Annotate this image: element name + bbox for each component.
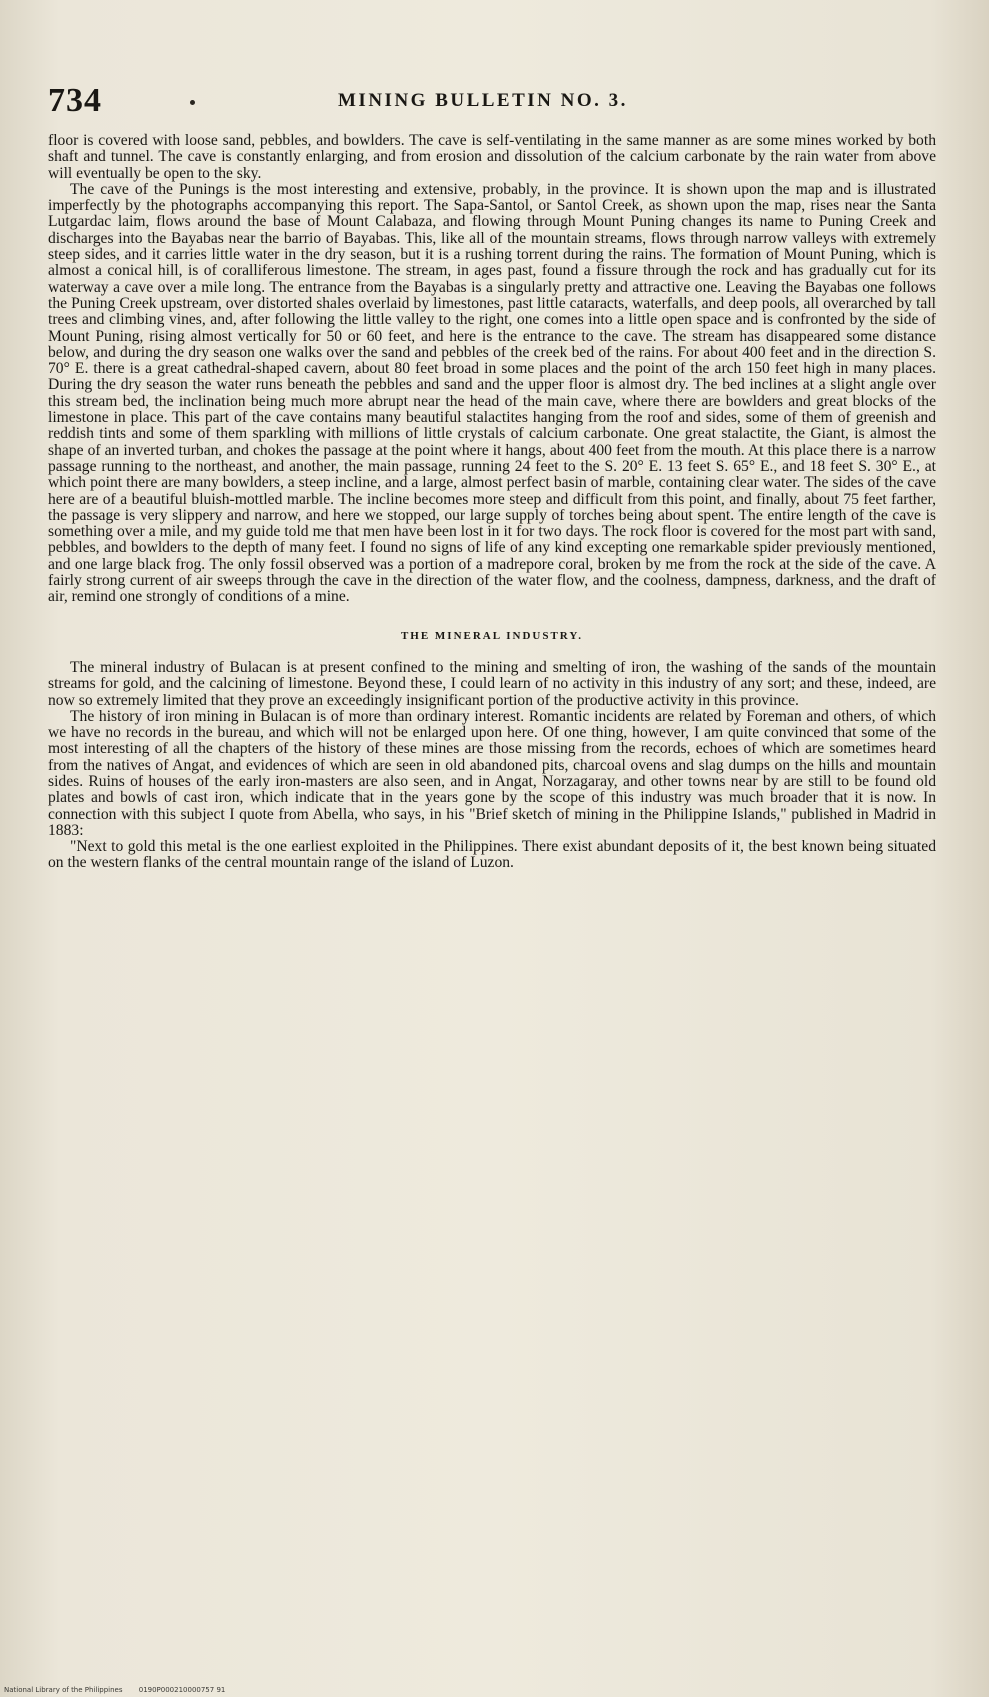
section-title: THE MINERAL INDUSTRY. xyxy=(400,629,584,642)
footer-library: National Library of the Philippines xyxy=(4,1686,123,1694)
running-head: MINING BULLETIN NO. 3. xyxy=(338,90,628,111)
paragraph-quote: "Next to gold this metal is the one earliest exploited in the Philippines. There exist abundant deposits of it, the best known being situated on the western flanks of the central mountain range of the island of Luzon. xyxy=(48,838,936,872)
scan-footer xyxy=(4,1686,304,1696)
page-body xyxy=(48,133,936,872)
paragraph-iron-history: The history of iron mining in Bulacan is of more than ordinary interest. Romantic incidents are related by Foreman and others, of which we have no records in the bureau, and which will not be enlarged upon here. Of one thing, however, I am quite convinced that some of the most interesting of all the chapters of the history of these mines are those missing from the records, echoes of which are sometimes heard from the natives of Angat, and evidences of which are seen in old abandoned pits, charcoal ovens and slag dumps on the hills and mountain sides. Ruins of houses of the early iron-masters are also seen, and in Angat, Norzagaray, and other towns near by are still to be found old plates and bowls of cast iron, which indicate that in the years gone by the scope of this industry was much broader that it is now. In connection with this subject I quote from Abella, who says, in his "Brief sketch of mining in the Philippine Islands," published in Madrid in 1883: xyxy=(48,707,936,839)
paragraph-puning-cave: The cave of the Punings is the most interesting and extensive, probably, in the province. It is shown upon the map and is illustrated imperfectly by the photographs accompanying this report. The Sapa-Santol, or Santol Creek, as shown upon the map, rises near the Santa Lutgardac laim, flows around the base of Mount Calabaza, and flowing through Mount Puning changes its name to Puning Creek and discharges into the Bayabas near the barrio of Bayabas. This, like all of the mountain streams, flows through narrow valleys with extremely steep sides, and it carries little water in the dry season, but it is a rushing torrent during the rains. The formation of Mount Puning, which is almost a conical hill, is of coralliferous limestone. The stream, in ages past, found a fissure through the rock and has gradually cut for its waterway a cave over a mile long. The entrance from the Bayabas is a singularly pretty and attractive one. Leaving the Bayabas one follows the Puning Creek upstream, over distorted shales overlaid by limestones, past little cataracts, waterfalls, and deep pools, all overarched by tall trees and climbing vines, and, after following the little valley to the right, one comes into a little open space and is confronted by the side of Mount Puning, rising almost vertically for 50 or 60 feet, and here is the entrance to the cave. The stream has disappeared some distance below, and during the dry season one walks over the sand and pebbles of the creek bed of the rains. For about 400 feet and in the direction S. 70° E. there is a great cathedral-shaped cavern, about 80 feet broad in some places and the point of the arch 150 feet high in many places. During the dry season the water runs beneath the pebbles and sand and the upper floor is almost dry. The bed inclines at a slight angle over this stream bed, the inclination being much more abrupt near the head of the main cave, where there are bowlders and great blocks of the limestone in place. This part of the cave contains many beautiful stalactites hanging from the roof and sides, some of them of greenish and reddish tints and some of them sparkling with millions of little crystals of calcium carbonate. One great stalactite, the Giant, is almost the shape of an inverted turban, and chokes the passage at the point where it hangs, about 400 feet from the mouth. At this place there is a narrow passage running to the northeast, and another, the main passage, running 24 feet to the S. 20° E. 13 feet S. 65° E., and 18 feet S. 30° E., at which point there are many bowlders, a steep incline, and a large, almost perfect basin of marble, containing clear water. The sides of the cave here are of a beautiful bluish-mottled marble. The incline becomes more steep and difficult from this point, and finally, about 75 feet farther, the passage is very slippery and narrow, and here we stopped, our large supply of torches being about spent. The entire length of the cave is something over a mile, and my guide told me that men have been lost in it for two days. The rock floor is covered for the most part with sand, pebbles, and bowlders to the depth of many feet. I found no signs of life of any kind excepting one remarkable spider previously mentioned, and one large black frog. The only fossil observed was a portion of a madrepore coral, broken by me from the rock at the side of the cave. A fairly strong current of air sweeps through the cave in the direction of the water flow, and the coolness, dampness, darkness, and the draft of air, remind one strongly of conditions of a mine. xyxy=(48,180,936,606)
footer-code: 0190P000210000757 91 xyxy=(138,1686,226,1694)
paragraph-mineral-industry: The mineral industry of Bulacan is at present confined to the mining and smelting of iron, the washing of the sands of the mountain streams for gold, and the calcining of limestone. Beyond these, I could learn of no activity in this industry of any sort; and these, indeed, are now so extremely limited that they prove an exceedingly insignificant portion of the productive activity in this province. xyxy=(48,658,936,709)
page-header xyxy=(48,82,938,122)
ornament-dot-icon xyxy=(190,100,195,105)
paragraph-continued: floor is covered with loose sand, pebbles, and bowlders. The cave is self-ventilating in the same manner as are some mines worked by both shaft and tunnel. The cave is constantly enlarging, and from erosion and dissolution of the calcium carbonate by the rain water from above will eventually be open to the sky. xyxy=(48,132,936,182)
page-number: 734 xyxy=(48,82,102,119)
